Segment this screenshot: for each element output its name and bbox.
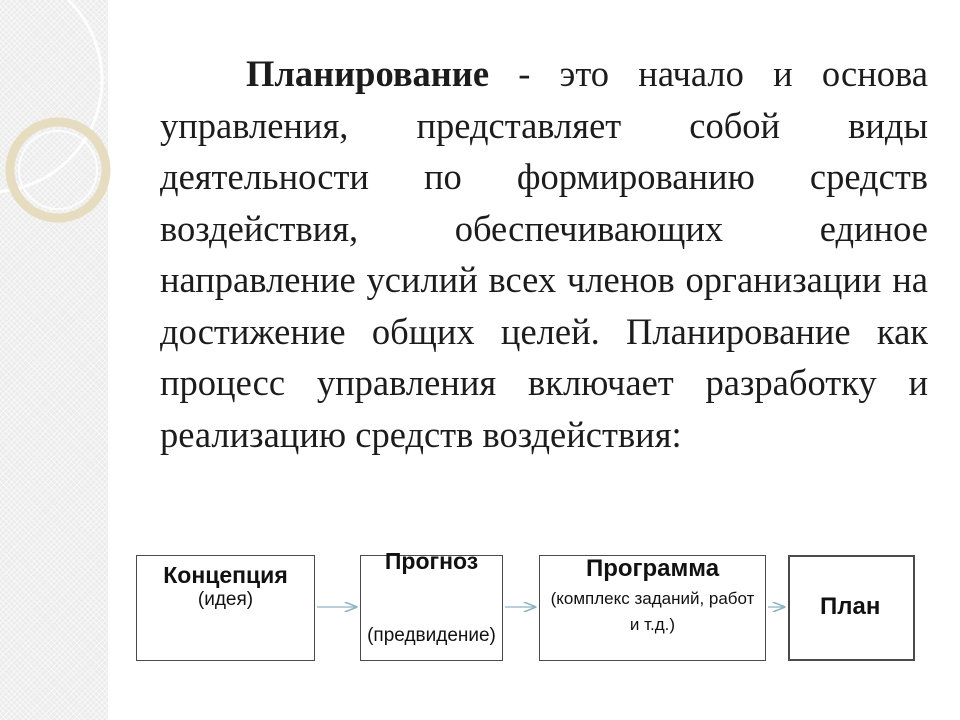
stage-forecast-subtitle: (предвидение) [367, 625, 496, 646]
stage-program-box [539, 555, 766, 661]
term-planning: Планирование [246, 53, 490, 94]
stage-plan-title: План [820, 593, 881, 620]
stage-concept-title: Концепция [163, 562, 288, 588]
stage-plan-box [788, 555, 915, 661]
definition-text: - это начало и основа управления, представляет собой виды деятельности по формированию средств воздействия, обеспечивающих единое направление усилий всех членов организации на достижение общих целей. Планирование как процесс управления включает разработку и реализацию средств воздействия: [160, 53, 928, 455]
stage-program-subtitle: (комплекс заданий, работ и т.д.) [550, 589, 755, 634]
stage-concept-box [136, 555, 315, 661]
stage-concept-subtitle: (идея) [197, 589, 254, 610]
stage-program-title: Программа [585, 555, 720, 582]
stage-forecast-box [360, 548, 503, 661]
stage-forecast-title: Прогноз [384, 548, 479, 574]
